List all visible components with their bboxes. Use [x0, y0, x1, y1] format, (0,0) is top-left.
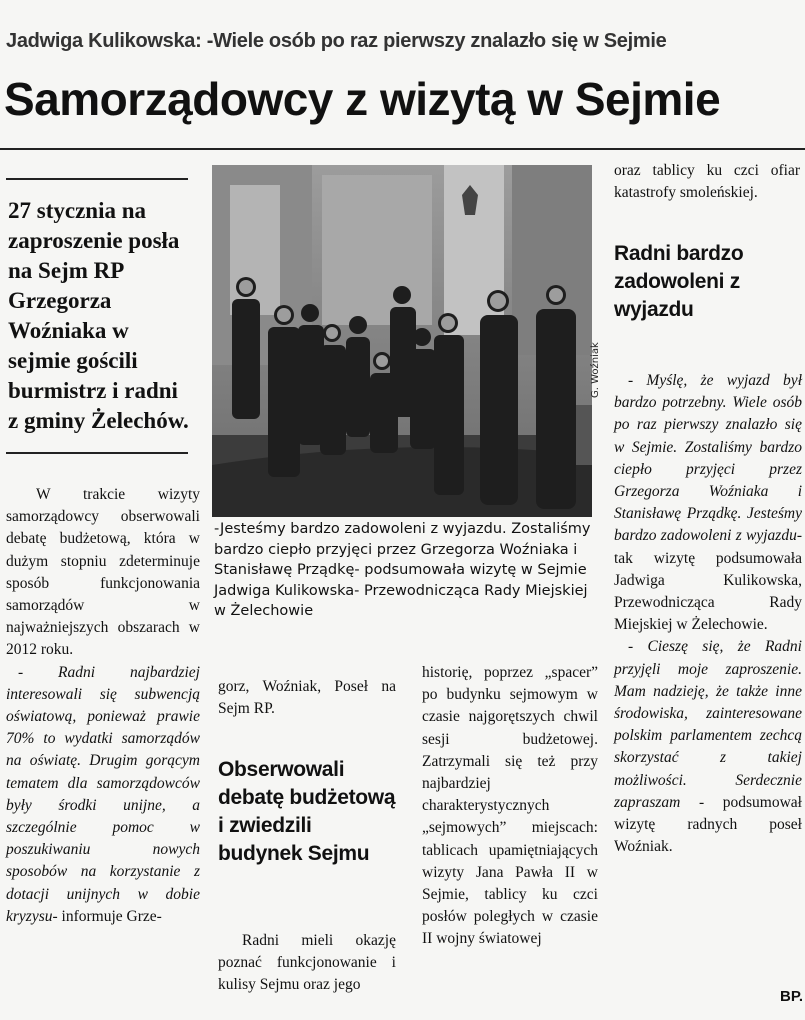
subheading: Radni bardzo zadowoleni z wyjazdu: [614, 242, 744, 321]
paragraph-quote: [614, 636, 802, 858]
quote-text: - Cieszę się, że Radni przyjęli moje zaproszenie. Mam nadzieję, że także inne środowiska, zainteresowane polskim parlamentem zechcą skorzystać z takiej możliwości. Serdecznie zapraszam: [614, 638, 802, 811]
paragraph-quote: [614, 370, 802, 636]
column-3-text: historię, poprzez „spacer” po budynku sejmowym w czasie najgorętszych chwil sesji budżetowej. Zatrzymali się też przy najbardziej charakterystycznych „sejmowych” miejscach: tablicach upamiętniających wizyty Jana Pawła II w Sejmie, tablicy ku czci posłów poległych w czasie II wojny światowej: [422, 664, 598, 948]
article-lead: 27 stycznia na zaproszenie posła na Sejm RP Grzegorza Woźniaka w sejmie gościli burmistrz i radni z gminy Żelechów.: [8, 198, 189, 433]
paragraph-quote: [6, 662, 200, 928]
quote-text: - Radni najbardziej interesowali się subwencją oświatową, ponieważ prawie 70% to wydatki samorządów na oświatę. Drugim gorącym tematem dla samorządowców były środki unijne, a szczególnie pomoc w poszukiwaniu nowych sposobów na korzystanie z dotacji unijnych w dobie kryzysu-: [6, 663, 200, 925]
article-kicker: Jadwiga Kulikowska: -Wiele osób po raz pierwszy znalazło się w Sejmie: [6, 30, 667, 52]
lead-rule-bottom: [6, 452, 188, 454]
quote-text: - Myślę, że wyjazd był bardzo potrzebny. Wiele osób po raz pierwszy znalazło się w Sejmie. Zostaliśmy bardzo ciepło przyjęci przez Grzegorza Woźniaka i Stanisławę Prządkę. Jesteśmy bardzo zadowoleni z wyjazdu-: [614, 372, 802, 545]
paragraph: W trakcie wizyty samorządowcy obserwowali debatę budżetową, która w dużym stopniu zdeterminuje sposób funkcjonowania samorządów w najważniejszych obszarach w 2012 roku.: [6, 486, 200, 659]
lead-rule-top: [6, 178, 188, 180]
attribution-text: - podsumował wizytę radnych poseł Woźniak.: [614, 793, 802, 856]
column-4-top-text: oraz tablicy ku czci ofiar katastrofy smoleńskiej.: [614, 162, 800, 202]
photo-caption: -Jesteśmy bardzo zadowoleni z wyjazdu. Zostaliśmy bardzo ciepło przyjęci przez Grzegorza Woźniaka i Stanisławę Prządkę- podsumowała wizytę w Sejmie Jadwiga Kulikowska- Przewodnicząca Rady Miejskiej w Żelechowie: [214, 521, 591, 619]
attribution-text: tak wizytę podsumowała Jadwiga Kulikowska, Przewodnicząca Rady Miejskiej w Żelechowie.: [614, 549, 802, 634]
subheading: Obserwowali debatę budżetową i zwiedzili budynek Sejmu: [218, 758, 396, 865]
column-2-text: gorz, Woźniak, Poseł na Sejm RP.: [218, 678, 396, 718]
author-signature: BP.: [780, 988, 804, 1005]
column-4: [614, 370, 802, 858]
group-photo: [212, 165, 592, 517]
attribution-text: informuje Grze-: [57, 907, 162, 925]
article-headline: Samorządowcy z wizytą w Sejmie: [4, 73, 721, 125]
column-2-continued: [218, 930, 396, 997]
photo-credit: G. Woźniak: [590, 342, 601, 398]
paragraph: Radni mieli okazję poznać funkcjonowanie i kulisy Sejmu oraz jego: [218, 932, 396, 994]
header-rule: [0, 148, 805, 150]
column-1: [6, 484, 200, 928]
